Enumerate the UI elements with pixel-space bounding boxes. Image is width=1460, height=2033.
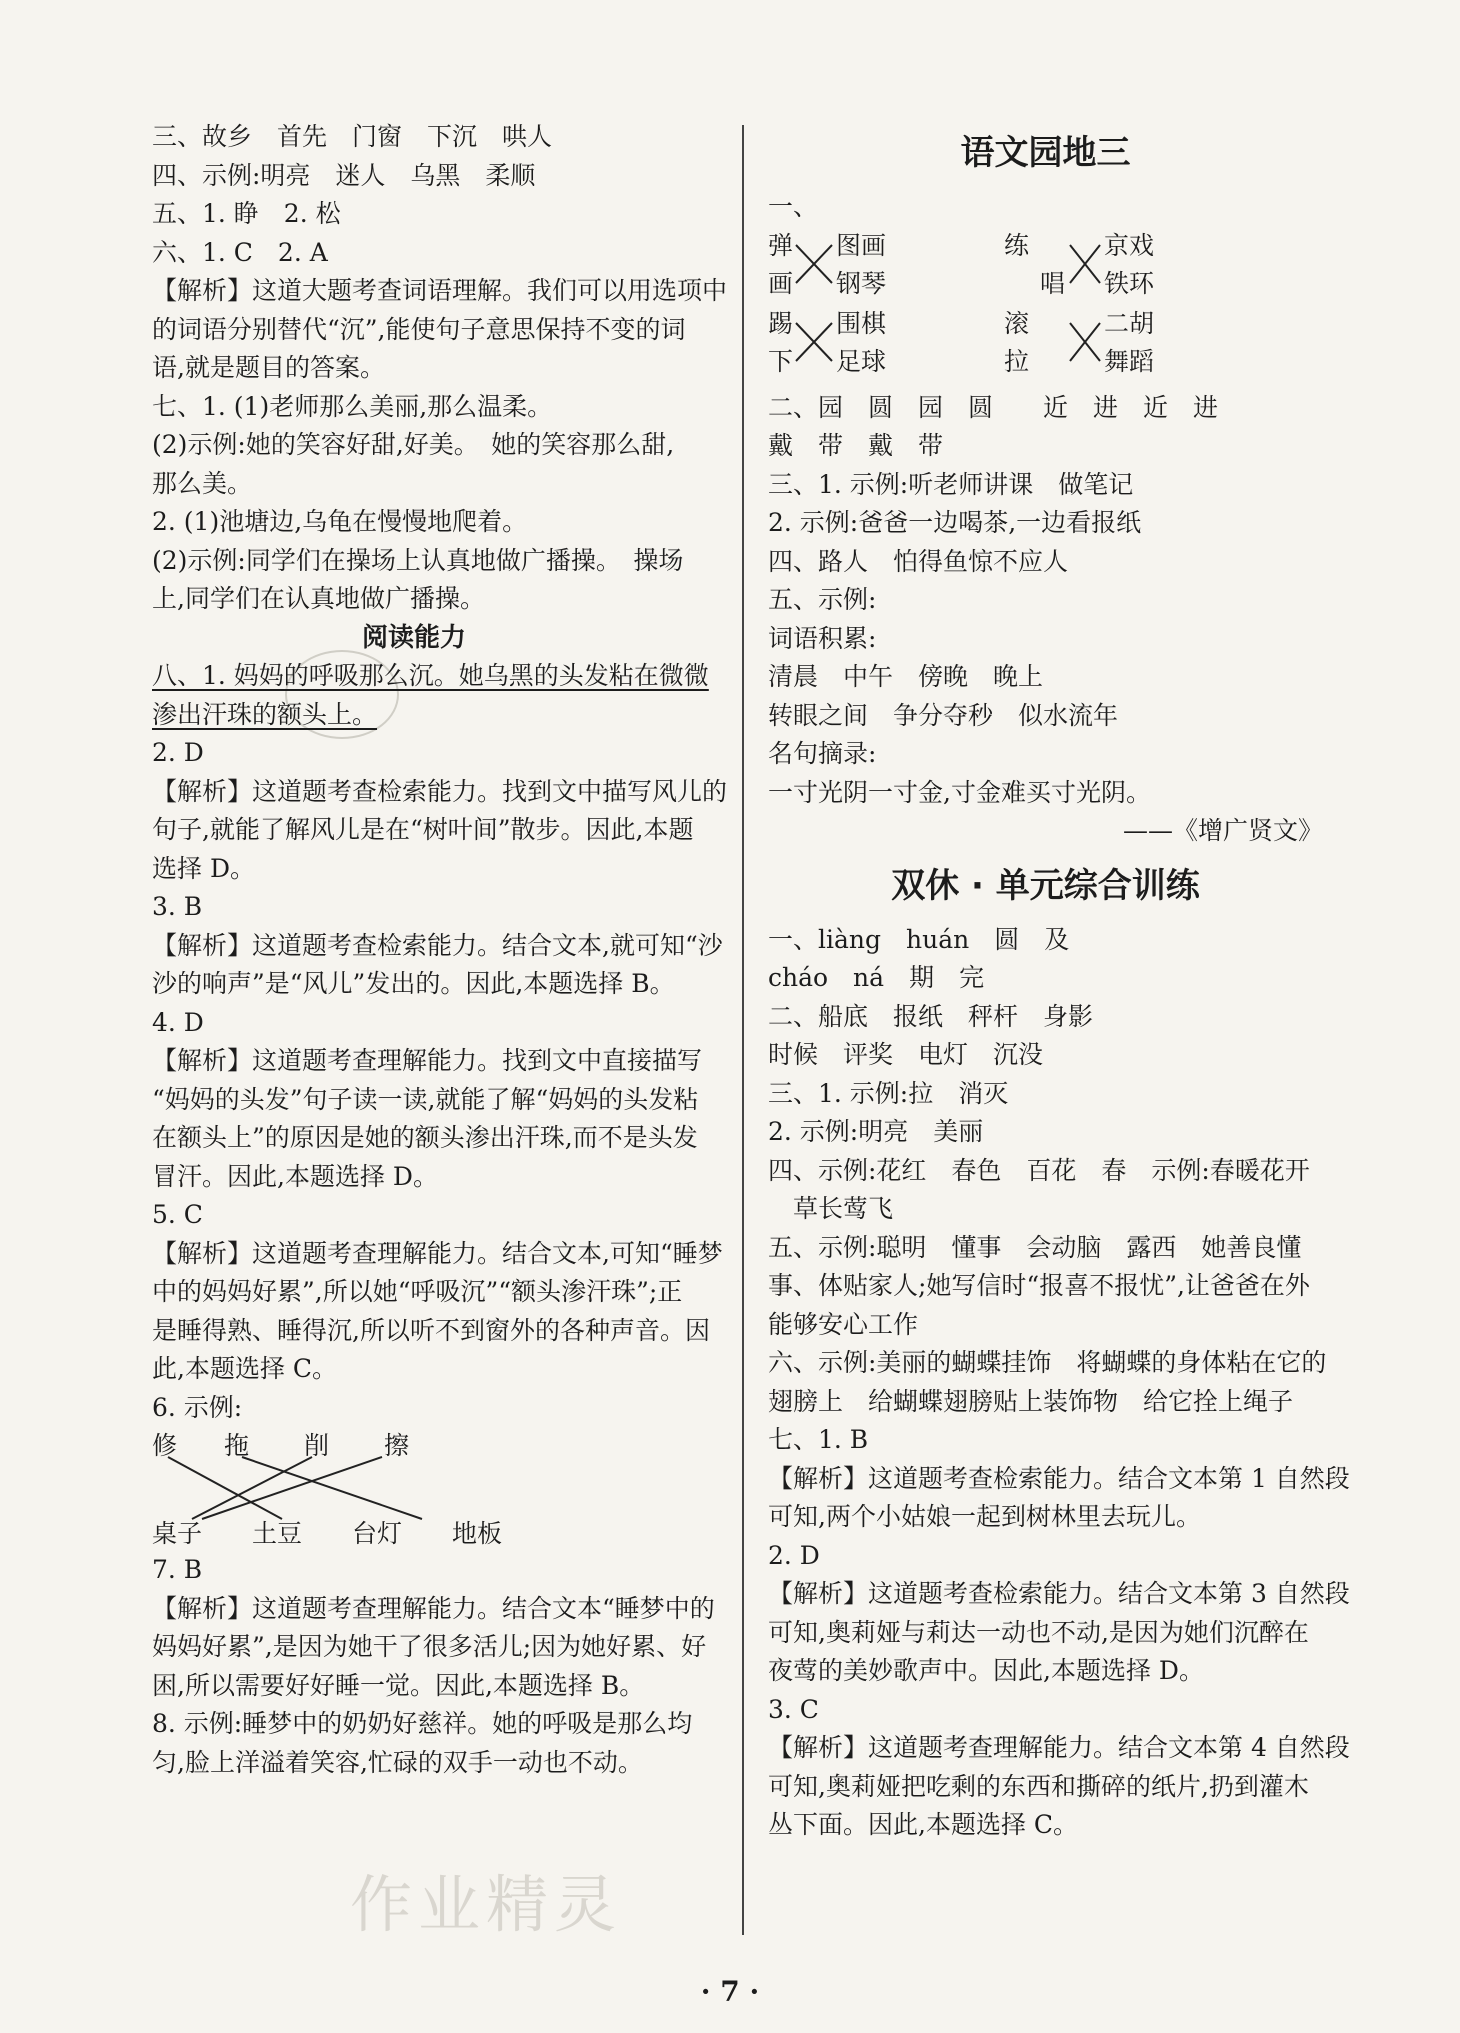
text-line: (2)示例:同学们在操场上认真地做广播操。 操场 bbox=[152, 545, 684, 575]
text-line: 困,所以需要好好睡一觉。因此,本题选择 B。 bbox=[152, 1670, 645, 1700]
text-line: 2. 示例:明亮 美丽 bbox=[768, 1117, 984, 1146]
match-word: 足球 bbox=[836, 346, 887, 376]
text-line: 【解析】这道题考查理解能力。结合文本“睡梦中的 bbox=[152, 1593, 715, 1623]
heading-weekend-training: 双休 · 单元综合训练 bbox=[891, 865, 1200, 906]
page-number: · 7 · bbox=[700, 1975, 760, 2008]
text-line: 一、liàng huán 圆 及 bbox=[768, 924, 1070, 954]
match-word: 铁环 bbox=[1104, 268, 1155, 298]
text-line: 【解析】这道大题考查词语理解。我们可以用选项中 bbox=[152, 276, 728, 305]
right-lines-2 bbox=[768, 921, 1350, 1845]
text-line: 中的妈妈好累”,所以她“呼吸沉”“额头渗汗珠”;正 bbox=[152, 1277, 683, 1306]
column-divider bbox=[742, 125, 744, 1935]
text-line: 七、1. B bbox=[768, 1425, 869, 1454]
matching-exercise bbox=[768, 227, 1288, 389]
text-line: “妈妈的头发”句子读一读,就能了解“妈妈的头发粘 bbox=[152, 1084, 699, 1114]
left-lines-2 bbox=[152, 734, 737, 1427]
match-word: 二胡 bbox=[1104, 308, 1155, 338]
text-line: 3. C bbox=[768, 1694, 819, 1724]
text-line: 是睡得熟、睡得沉,所以听不到窗外的各种声音。因 bbox=[152, 1315, 710, 1345]
text-line: 8. 示例:睡梦中的奶奶好慈祥。她的呼吸是那么均 bbox=[152, 1709, 693, 1738]
left-lines-3 bbox=[152, 1551, 737, 1782]
text-line: 五、示例: bbox=[768, 585, 877, 614]
text-line: 2. D bbox=[768, 1540, 820, 1570]
text-line: 2. (1)池塘边,乌龟在慢慢地爬着。 bbox=[152, 507, 528, 536]
text-line: 可知,奥莉娅与莉达一动也不动,是因为她们沉醉在 bbox=[768, 1617, 1309, 1647]
text-line: 冒汗。因此,本题选择 D。 bbox=[152, 1161, 438, 1191]
text-line: 三、1. 示例:听老师讲课 做笔记 bbox=[768, 469, 1134, 499]
q6-bottom-word: 土豆 bbox=[252, 1519, 303, 1548]
text-line: 7. B bbox=[152, 1555, 203, 1584]
text-line: 【解析】这道题考查检索能力。找到文中描写风儿的 bbox=[152, 776, 728, 806]
text-line: 戴 带 戴 带 bbox=[768, 431, 944, 460]
text-line: 三、1. 示例:拉 消灭 bbox=[768, 1078, 1009, 1108]
heading-yuwen-yuandi: 语文园地三 bbox=[960, 133, 1131, 173]
match-word: 钢琴 bbox=[836, 268, 887, 298]
match-word: 京戏 bbox=[1104, 230, 1155, 260]
text-line: 丛下面。因此,本题选择 C。 bbox=[768, 1810, 1079, 1839]
q6-bottom-word: 台灯 bbox=[352, 1519, 403, 1548]
text-line: 2. D bbox=[152, 738, 204, 767]
text-line: 【解析】这道题考查理解能力。结合文本,可知“睡梦 bbox=[152, 1238, 723, 1268]
text-line: 此,本题选择 C。 bbox=[152, 1354, 338, 1383]
text-line: 四、路人 怕得鱼惊不应人 bbox=[768, 546, 1069, 576]
text-line: 五、1. 睁 2. 松 bbox=[152, 199, 341, 228]
text-line: 【解析】这道题考查理解能力。结合文本第 4 自然段 bbox=[768, 1733, 1350, 1762]
q6-top-word: 修 bbox=[152, 1431, 178, 1460]
text-line: 2. 示例:爸爸一边喝茶,一边看报纸 bbox=[768, 508, 1142, 537]
text-line: 那么美。 bbox=[152, 468, 253, 498]
text-line: 转眼之间 争分夺秒 似水流年 bbox=[768, 700, 1119, 730]
text-line: 二、船底 报纸 秤杆 身影 bbox=[768, 1001, 1094, 1031]
match-word: 拉 bbox=[1004, 346, 1030, 376]
match-word: 画 bbox=[768, 268, 794, 298]
text-line: 七、1. (1)老师那么美丽,那么温柔。 bbox=[152, 391, 553, 421]
text-line: 【解析】这道题考查检索能力。结合文本第 3 自然段 bbox=[768, 1579, 1350, 1608]
q6-top-word: 削 bbox=[304, 1431, 330, 1460]
match-word: 舞蹈 bbox=[1104, 346, 1155, 376]
text-line: 6. 示例: bbox=[152, 1392, 243, 1422]
text-line: 【解析】这道题考查检索能力。结合文本第 1 自然段 bbox=[768, 1463, 1350, 1493]
match-word: 唱 bbox=[1040, 268, 1066, 298]
text-line: 语,就是题目的答案。 bbox=[152, 353, 385, 382]
q6-bottom-word: 桌子 bbox=[152, 1519, 203, 1548]
match-word: 下 bbox=[768, 346, 794, 376]
q6-bottom-word: 地板 bbox=[452, 1519, 503, 1548]
quote-source: ——《增广贤文》 bbox=[1122, 816, 1323, 845]
text-line: 可知,奥莉娅把吃剩的东西和撕碎的纸片,扔到灌木 bbox=[768, 1771, 1309, 1801]
q6-top-word: 拖 bbox=[224, 1431, 250, 1460]
watermark: 作业精灵 bbox=[350, 1868, 623, 1941]
text-line: 四、示例:花红 春色 百花 春 示例:春暖花开 bbox=[768, 1155, 1310, 1185]
text-line: 二、园 圆 园 圆 近 进 近 进 bbox=[768, 392, 1219, 422]
q8-line1: 八、1. 妈妈的呼吸那么沉。她乌黑的头发粘在微微 bbox=[152, 661, 709, 690]
text-line: 五、示例:聪明 懂事 会动脑 露西 她善良懂 bbox=[768, 1232, 1302, 1262]
text-line: 草长莺飞 bbox=[768, 1194, 894, 1223]
q8-line2: 渗出汗珠的额头上。 bbox=[152, 699, 378, 729]
text-line: 清晨 中午 傍晚 晚上 bbox=[768, 662, 1044, 691]
q6-top-word: 擦 bbox=[384, 1431, 410, 1460]
text-line: 在额头上”的原因是她的额头渗出汗珠,而不是头发 bbox=[152, 1123, 698, 1152]
text-line: 句子,就能了解风儿是在“树叶间”散步。因此,本题 bbox=[152, 815, 694, 844]
left-column bbox=[152, 118, 737, 1782]
text-line: 【解析】这道题考查理解能力。找到文中直接描写 bbox=[152, 1046, 703, 1075]
text-line: 翅膀上 给蝴蝶翅膀贴上装饰物 给它拴上绳子 bbox=[768, 1386, 1294, 1416]
right-column bbox=[768, 118, 1350, 1845]
text-line: 妈妈好累”,是因为她干了很多活儿;因为她好累、好 bbox=[152, 1632, 707, 1661]
left-lines bbox=[152, 118, 737, 619]
text-line: 夜莺的美妙歌声中。因此,本题选择 D。 bbox=[768, 1656, 1204, 1685]
reading-heading: 阅读能力 bbox=[362, 622, 467, 653]
text-line: 事、体贴家人;她写信时“报喜不报忧”,让爸爸在外 bbox=[768, 1271, 1310, 1300]
text-line: cháo ná 期 完 bbox=[768, 963, 985, 992]
text-line: 词语积累: bbox=[768, 623, 877, 653]
text-line: (2)示例:她的笑容好甜,好美。 她的笑容那么甜, bbox=[152, 430, 675, 459]
text-line: 六、1. C 2. A bbox=[152, 237, 328, 267]
text-line: 沙的响声”是“风儿”发出的。因此,本题选择 B。 bbox=[152, 969, 675, 998]
text-line: 4. D bbox=[152, 1007, 204, 1037]
text-line: 上,同学们在认真地做广播操。 bbox=[152, 584, 485, 613]
match-word: 图画 bbox=[836, 230, 887, 260]
match-word: 滚 bbox=[1004, 308, 1030, 338]
text-line: 六、示例:美丽的蝴蝶挂饰 将蝴蝶的身体粘在它的 bbox=[768, 1348, 1327, 1377]
text-line: 5. C bbox=[152, 1200, 203, 1229]
text-line: 【解析】这道题考查检索能力。结合文本,就可知“沙 bbox=[152, 930, 723, 960]
text-line: 3. B bbox=[152, 892, 203, 921]
match-word: 弹 bbox=[768, 230, 794, 260]
match-word: 练 bbox=[1004, 230, 1030, 260]
text-line: 选择 D。 bbox=[152, 853, 255, 883]
text-line: 能够安心工作 bbox=[768, 1309, 919, 1339]
right-lines bbox=[768, 389, 1323, 813]
text-line: 匀,脸上洋溢着笑容,忙碌的双手一动也不动。 bbox=[152, 1747, 643, 1777]
text-line: 名句摘录: bbox=[768, 739, 877, 768]
text-line: 的词语分别替代“沉”,能使句子意思保持不变的词 bbox=[152, 314, 686, 344]
match-word: 围棋 bbox=[836, 308, 887, 338]
text-line: 四、示例:明亮 迷人 乌黑 柔顺 bbox=[152, 160, 536, 190]
text-line: 时候 评奖 电灯 沉没 bbox=[768, 1040, 1044, 1069]
q6-matching bbox=[152, 1427, 552, 1551]
match-word: 踢 bbox=[768, 308, 794, 338]
text-line: 三、故乡 首先 门窗 下沉 哄人 bbox=[152, 122, 553, 151]
text-line: 一寸光阴一寸金,寸金难买寸光阴。 bbox=[768, 777, 1151, 807]
sec1-label: 一、 bbox=[768, 192, 819, 221]
text-line: 可知,两个小姑娘一起到树林里去玩儿。 bbox=[768, 1502, 1201, 1531]
